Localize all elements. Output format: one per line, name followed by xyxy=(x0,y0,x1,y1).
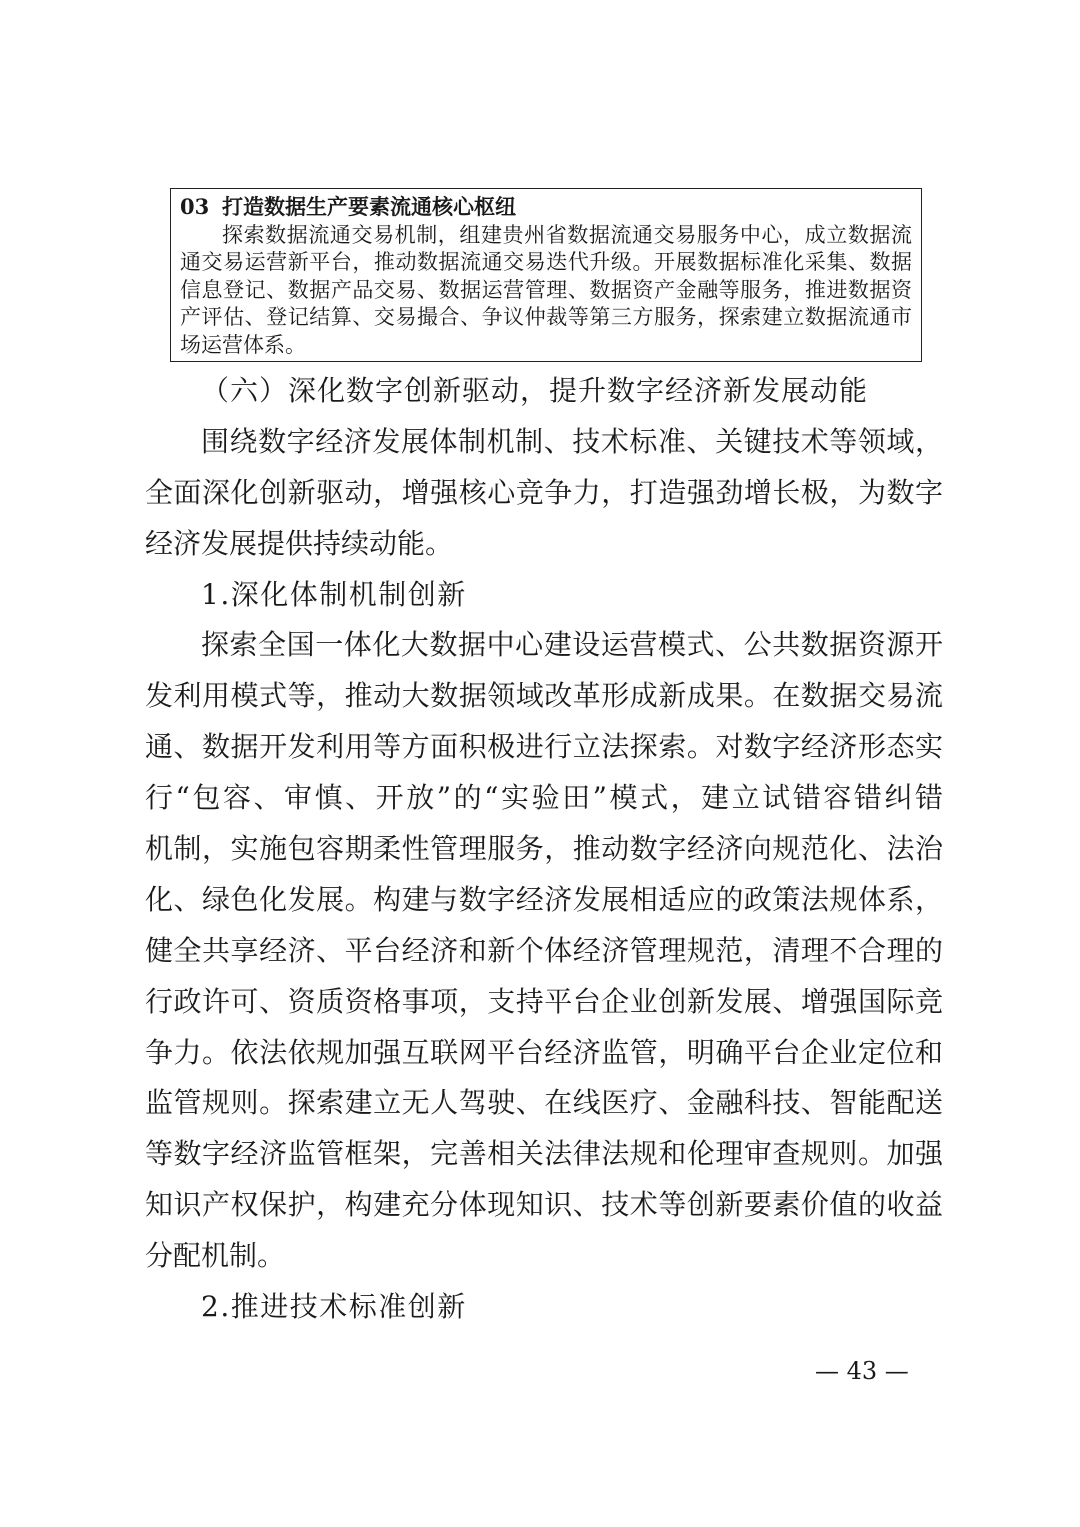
intro-line: 全面深化创新驱动，增强核心竞争力，打造强劲增长极，为数字 xyxy=(145,475,943,509)
subsection-heading-2: 2.推进技术标准创新 xyxy=(201,1290,467,1324)
main-text xyxy=(145,366,943,1333)
paragraph-line: 监管规则。探索建立无人驾驶、在线医疗、金融科技、智能配送 xyxy=(145,1086,943,1120)
paragraph-line: 通、数据开发利用等方面积极进行立法探索。对数字经济形态实 xyxy=(145,730,943,764)
box-number: 03 xyxy=(180,194,210,219)
section-heading: （六）深化数字创新驱动，提升数字经济新发展动能 xyxy=(201,374,869,407)
paragraph-line: 健全共享经济、平台经济和新个体经济管理规范，清理不合理的 xyxy=(145,933,943,967)
paragraph-line: 探索全国一体化大数据中心建设运营模式、公共数据资源开 xyxy=(201,628,943,662)
paragraph-line: 化、绿色化发展。构建与数字经济发展相适应的政策法规体系， xyxy=(145,882,943,916)
paragraph-line: 争力。依法依规加强互联网平台经济监管，明确平台企业定位和 xyxy=(145,1035,943,1069)
paragraph-line: 分配机制。 xyxy=(145,1239,286,1273)
box-title-row xyxy=(180,192,912,222)
intro-line: 经济发展提供持续动能。 xyxy=(145,526,454,560)
paragraph-line: 等数字经济监管框架，完善相关法律法规和伦理审查规则。加强 xyxy=(145,1137,943,1171)
box-line: 探索数据流通交易机制，组建贵州省数据流通交易服务中心，成立数据流 xyxy=(222,223,912,247)
paragraph-line: 知识产权保护，构建充分体现知识、技术等创新要素价值的收益 xyxy=(145,1188,943,1222)
intro-line: 围绕数字经济发展体制机制、技术标准、关键技术等领域， xyxy=(201,424,943,458)
project-box xyxy=(170,188,922,362)
box-line: 场运营体系。 xyxy=(180,332,306,357)
subsection-heading-1: 1.深化体制机制创新 xyxy=(201,577,467,611)
box-line: 信息登记、数据产品交易、数据运营管理、数据资产金融等服务，推进数据资 xyxy=(180,277,912,302)
paragraph-line: 发利用模式等，推动大数据领域改革形成新成果。在数据交易流 xyxy=(145,679,943,713)
paragraph-line: 行“包容、审慎、开放”的“实验田”模式，建立试错容错纠错 xyxy=(145,781,943,815)
box-line: 通交易运营新平台，推动数据流通交易迭代升级。开展数据标准化采集、数据 xyxy=(180,250,912,275)
box-line: 产评估、登记结算、交易撮合、争议仲裁等第三方服务，探索建立数据流通市 xyxy=(180,305,912,330)
paragraph-line: 行政许可、资质资格事项，支持平台企业创新发展、增强国际竞 xyxy=(145,984,943,1018)
paragraph-line: 机制，实施包容期柔性管理服务，推动数字经济向规范化、法治 xyxy=(145,832,943,866)
page-number: — 43 — xyxy=(815,1357,909,1385)
box-title: 打造数据生产要素流通核心枢纽 xyxy=(222,194,516,219)
